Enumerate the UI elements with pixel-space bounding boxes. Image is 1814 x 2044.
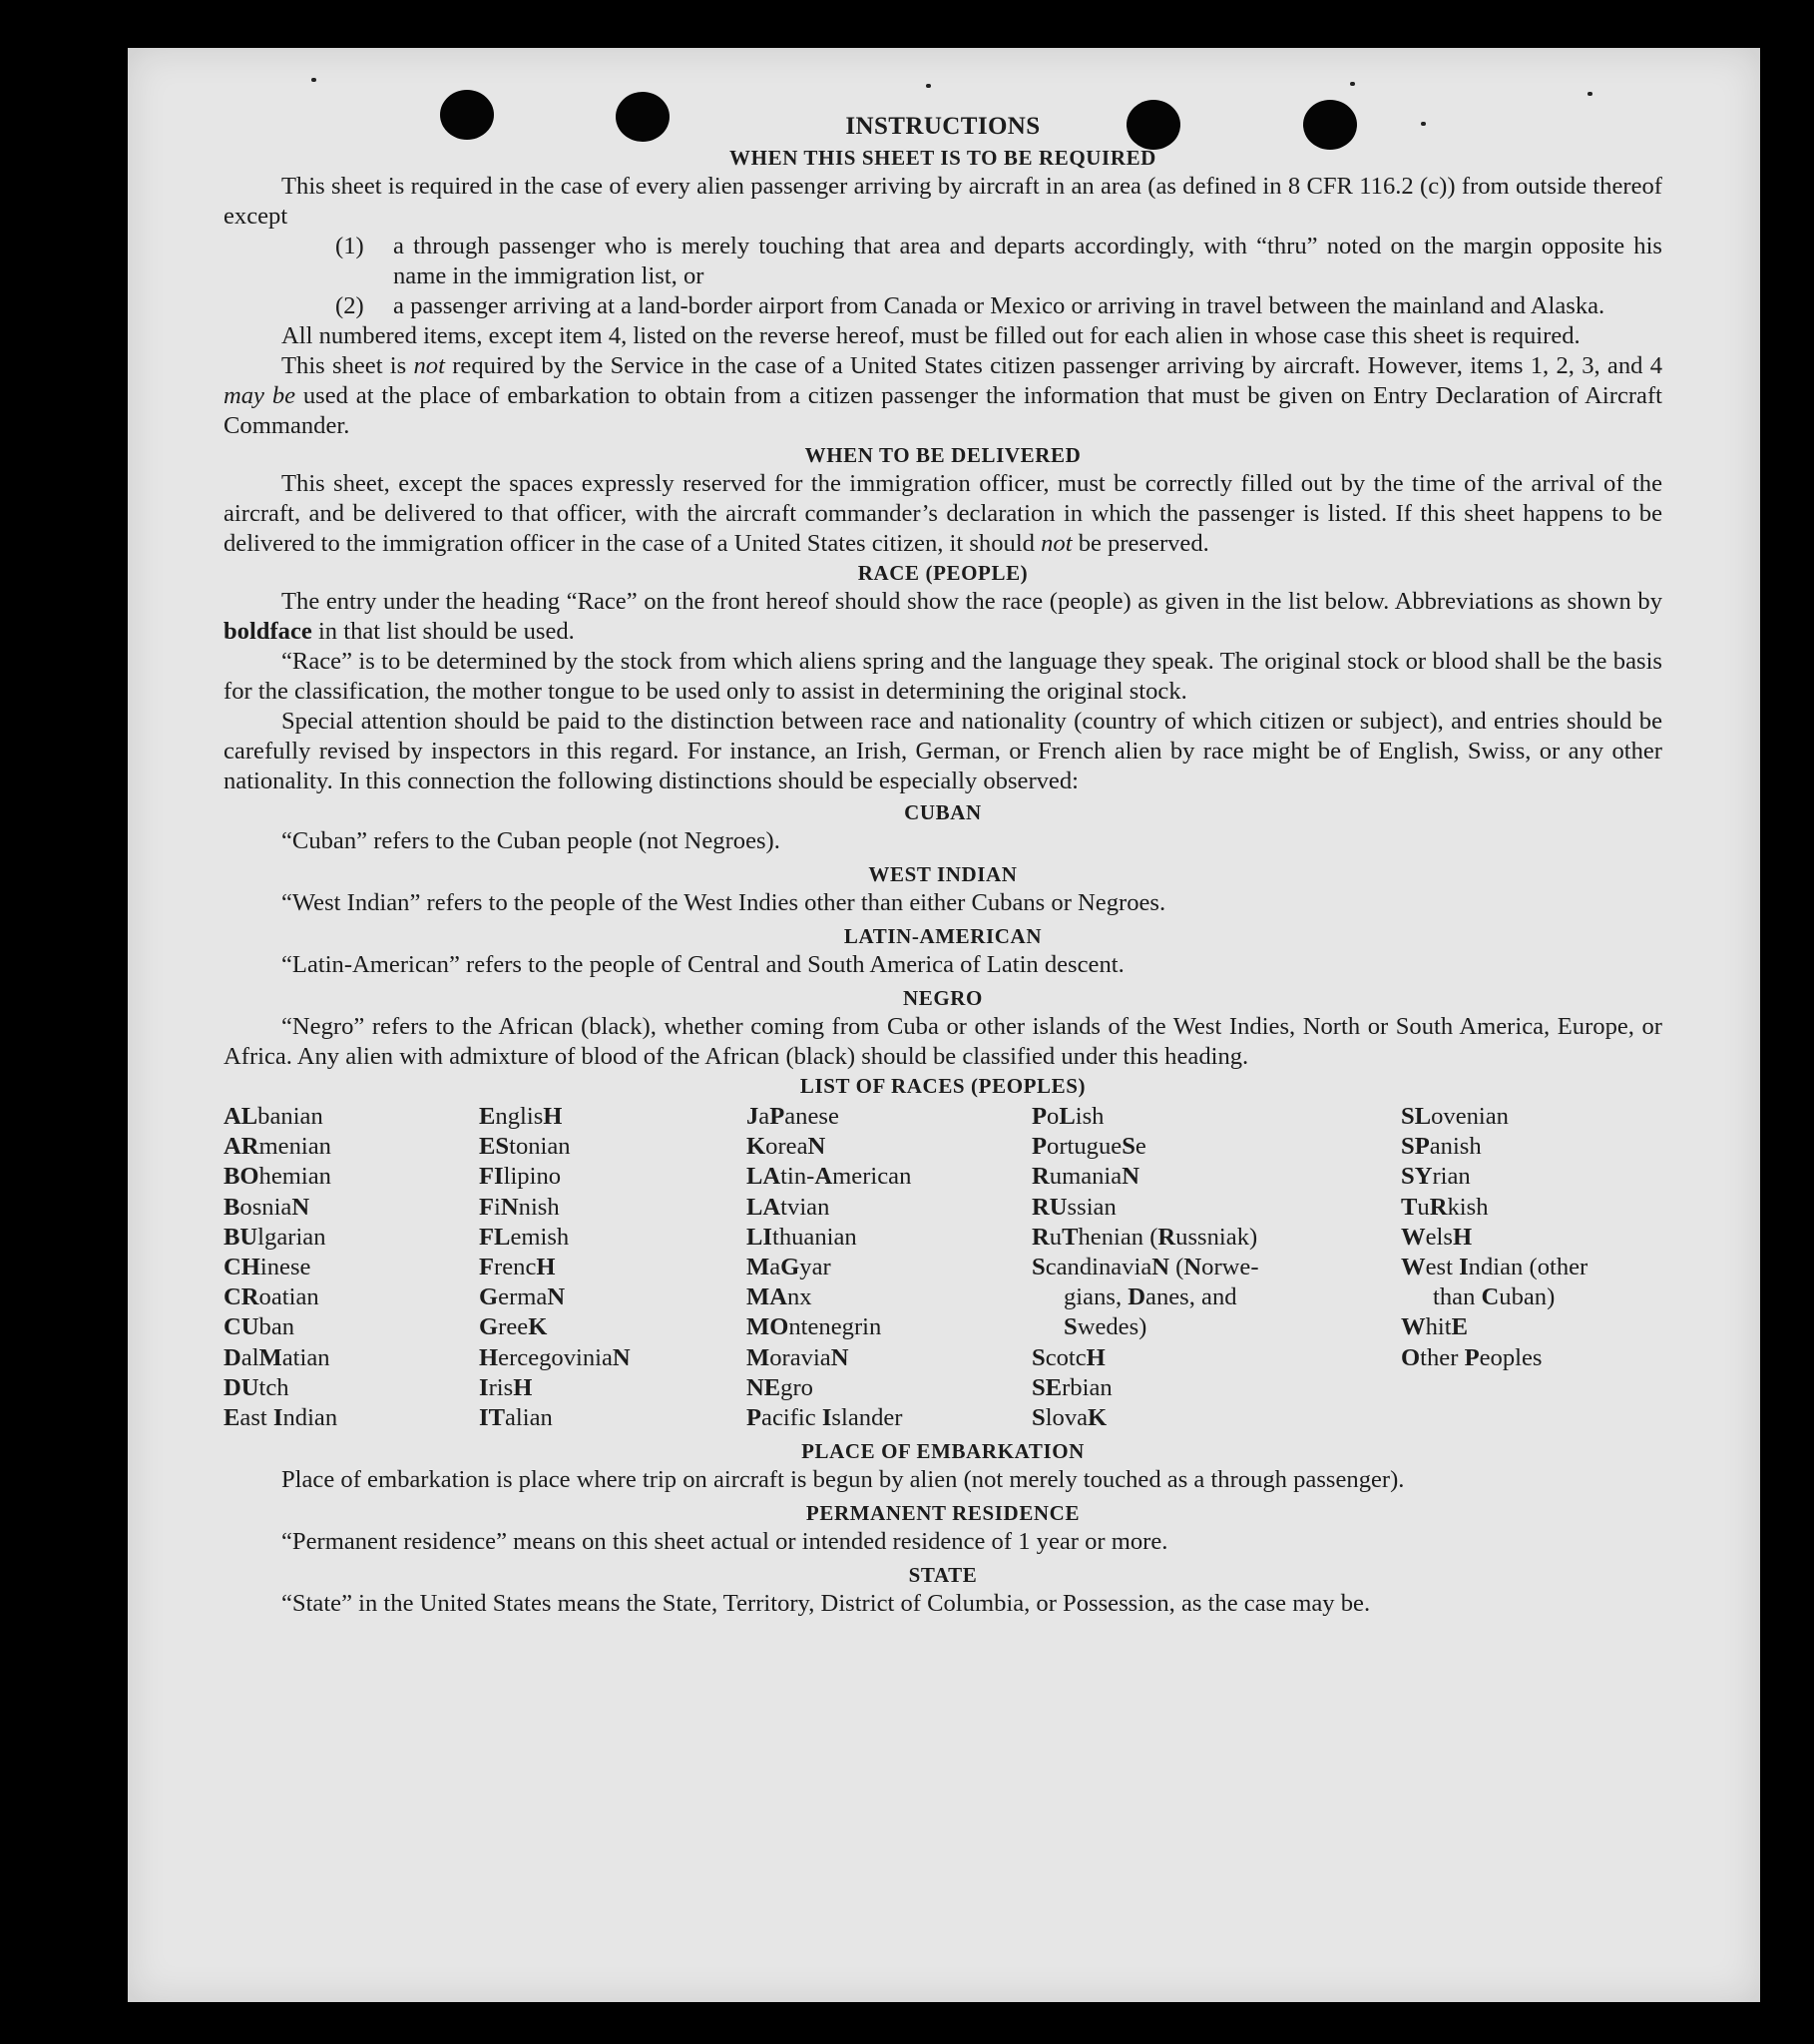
item-number: (2): [335, 292, 364, 319]
paragraph: “State” in the United States means the State, Territory, District of Columbia, or Possession, as the case may be.: [281, 1590, 1371, 1618]
race-entry: West Indian (other: [1401, 1254, 1588, 1281]
paragraph: Special attention should be paid to the distinction between race and nationality (country of which citizen or subject), and entries should be carefully revised by inspectors in this regard. For instance, an Irish, German, or French alien by race might be of English, Swiss, or any other nationality. In this connection the following distinctions should be especially observed:: [224, 708, 1662, 794]
race-entry: LIthuanian: [746, 1223, 857, 1251]
section-heading: PLACE OF EMBARKATION: [801, 1439, 1085, 1464]
race-entry: RuThenian (Russniak): [1032, 1223, 1258, 1251]
definition-heading: CUBAN: [904, 800, 982, 824]
item-text: a passenger arriving at a land-border airport from Canada or Mexico or arriving in travel between the mainland and Alaska.: [393, 292, 1605, 319]
race-entry: SYrian: [1401, 1163, 1471, 1191]
race-entry: RUssian: [1032, 1193, 1117, 1221]
race-entry: JaPanese: [746, 1103, 839, 1130]
race-entry: SPanish: [1401, 1133, 1482, 1161]
paragraph: This sheet is not required by the Service in the case of a United States citizen passenger arriving by aircraft. However, items 1, 2, 3, and 4 may be used at the place of embarkation to obtain from a citizen passenger the information that must be given on Entry Declaration of Aircraft Commander.: [224, 352, 1662, 439]
race-entry: MaGyar: [746, 1254, 831, 1281]
race-entry: NEgro: [746, 1373, 813, 1401]
paragraph: “Permanent residence” means on this sheet actual or intended residence of 1 year or more.: [281, 1528, 1168, 1556]
race-entry: KoreaN: [746, 1133, 826, 1161]
race-entry: MoraviaN: [746, 1343, 849, 1371]
paragraph: All numbered items, except item 4, listed on the reverse hereof, must be filled out for each alien in whose case this sheet is required.: [281, 322, 1581, 349]
definition-heading: NEGRO: [902, 986, 983, 1010]
race-entry: PoLish: [1032, 1103, 1105, 1130]
item-number: (1): [335, 233, 364, 259]
races-column: [746, 1102, 1032, 1433]
definition-text: “Cuban” refers to the Cuban people (not Negroes).: [281, 827, 780, 854]
race-entry: WhitE: [1401, 1313, 1468, 1341]
paragraph: “Race” is to be determined by the stock from which aliens spring and the language they speak. The original stock or blood shall be the basis for the classification, the mother tongue to be used only to assist in determining the original stock.: [224, 648, 1662, 705]
definition-text: “Negro” refers to the African (black), whether coming from Cuba or other islands of the West Indies, North or South America, Europe, or Africa. Any alien with admixture of blood of the African (black) should be classified under this heading.: [224, 1013, 1662, 1070]
race-entry: than Cuban): [1433, 1283, 1556, 1311]
race-entry: CUban: [224, 1313, 295, 1341]
document-sheet: [128, 48, 1760, 2002]
paragraph: This sheet, except the spaces expressly reserved for the immigration officer, must be correctly filled out by the time of the arrival of the aircraft, and be delivered to that officer, with the aircraft commander’s declaration in which the passenger is listed. If this sheet happens to be delivered to the immigration officer in the case of a United States citizen, it should not be preserved.: [224, 470, 1662, 557]
section-heading: RACE (PEOPLE): [857, 561, 1029, 585]
definition-text: “Latin-American” refers to the people of Central and South America of Latin descent.: [281, 951, 1125, 978]
paragraph: This sheet is required in the case of every alien passenger arriving by aircraft in an area (as defined in 8 CFR 116.2 (c)) from outside thereof except: [224, 173, 1662, 230]
paragraph: The entry under the heading “Race” on the front hereof should show the race (people) as given in the list below. Abbreviations as shown by boldface in that list should be used.: [224, 588, 1662, 645]
races-column: [224, 1102, 479, 1433]
race-entry: GermaN: [479, 1283, 566, 1311]
races-list: [224, 1102, 1662, 1433]
definition-heading: WEST INDIAN: [868, 862, 1018, 886]
race-entry: ScotcH: [1032, 1343, 1106, 1371]
race-entry: FIlipino: [479, 1163, 562, 1191]
section-heading: WHEN TO BE DELIVERED: [804, 443, 1082, 467]
section-heading: LIST OF RACES (PEOPLES): [799, 1074, 1087, 1098]
race-entry: ALbanian: [224, 1103, 323, 1130]
race-entry: FrencH: [479, 1254, 556, 1281]
instructions-title: INSTRUCTIONS: [845, 113, 1041, 140]
races-column: [1032, 1102, 1401, 1433]
race-entry: BOhemian: [224, 1163, 331, 1191]
race-entry: Other Peoples: [1401, 1343, 1543, 1371]
race-entry: EnglisH: [479, 1103, 563, 1130]
race-entry: MOntenegrin: [746, 1313, 882, 1341]
race-entry: SlovaK: [1032, 1404, 1108, 1432]
exception-item: [335, 232, 1662, 291]
definition-text: “West Indian” refers to the people of the West Indies other than either Cubans or Negroes.: [281, 889, 1166, 916]
race-entry: LAtvian: [746, 1193, 830, 1221]
race-entry: Pacific Islander: [746, 1404, 903, 1432]
race-entry: DalMatian: [224, 1343, 330, 1371]
race-entry: BosniaN: [224, 1193, 310, 1221]
race-entry: FiNnish: [479, 1193, 560, 1221]
speck: [311, 78, 316, 82]
race-entry: BUlgarian: [224, 1223, 326, 1251]
race-entry: IrisH: [479, 1373, 533, 1401]
race-entry: gians, Danes, and: [1064, 1283, 1237, 1311]
exception-item: [335, 291, 1662, 321]
item-text: a through passenger who is merely touching that area and departs accordingly, with “thru” noted on the margin opposite his name in the immigration list, or: [393, 233, 1662, 289]
race-entry: SErbian: [1032, 1373, 1113, 1401]
race-entry: FLemish: [479, 1223, 570, 1251]
speck: [1587, 92, 1592, 96]
race-entry: East Indian: [224, 1404, 338, 1432]
section-heading: WHEN THIS SHEET IS TO BE REQUIRED: [729, 146, 1156, 170]
race-entry: EStonian: [479, 1133, 571, 1161]
definition-heading: LATIN-AMERICAN: [843, 924, 1043, 948]
section-heading: STATE: [908, 1563, 978, 1588]
race-entry: WelsH: [1401, 1223, 1473, 1251]
race-entry: HercegoviniaN: [479, 1343, 631, 1371]
race-entry: ScandinaviaN (Norwe-: [1032, 1254, 1259, 1281]
race-entry: LAtin-American: [746, 1163, 912, 1191]
speck: [1350, 82, 1355, 86]
race-entry: PortugueSe: [1032, 1133, 1146, 1161]
speck: [926, 84, 931, 88]
race-entry: TuRkish: [1401, 1193, 1489, 1221]
paragraph: Place of embarkation is place where trip on aircraft is begun by alien (not merely touched as a through passenger).: [281, 1466, 1405, 1494]
section-heading: PERMANENT RESIDENCE: [805, 1501, 1081, 1526]
race-entry: MAnx: [746, 1283, 812, 1311]
race-entry: CRoatian: [224, 1283, 319, 1311]
races-column: [1401, 1102, 1650, 1433]
race-entry: GreeK: [479, 1313, 548, 1341]
races-column: [479, 1102, 746, 1433]
race-entry: DUtch: [224, 1373, 289, 1401]
instructions-content: [224, 110, 1662, 1619]
race-entry: Swedes): [1064, 1313, 1147, 1341]
race-entry: CHinese: [224, 1254, 311, 1281]
race-entry: SLovenian: [1401, 1103, 1509, 1130]
race-entry: RumaniaN: [1032, 1163, 1139, 1191]
race-entry: ITalian: [479, 1404, 553, 1432]
race-entry: ARmenian: [224, 1133, 331, 1161]
